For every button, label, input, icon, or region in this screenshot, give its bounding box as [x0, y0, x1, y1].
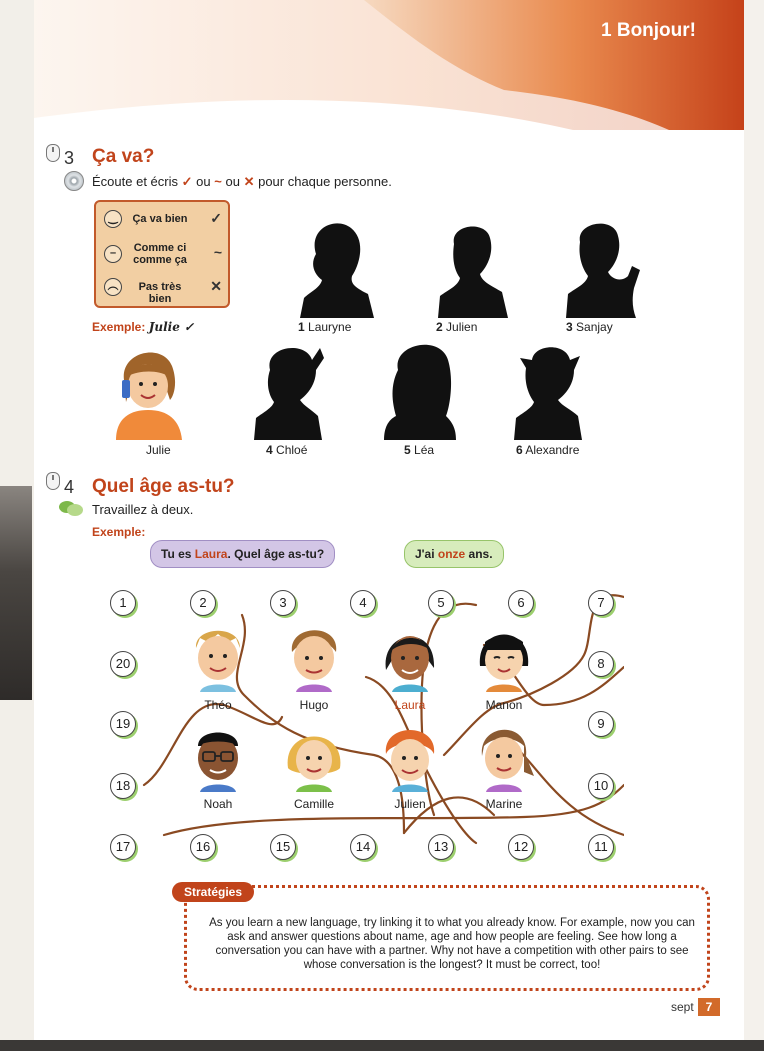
- cross-icon: ✕: [210, 278, 222, 294]
- caption-julien: [436, 320, 477, 334]
- strategies-tag: Stratégies: [172, 882, 254, 902]
- exercise-4-example-label: Exemple:: [92, 525, 146, 539]
- manon-face: [474, 620, 534, 692]
- check-icon: ✓: [210, 210, 222, 226]
- textbook-page: [34, 0, 744, 1040]
- silhouette-chloe: [246, 340, 330, 440]
- kid-name-manon: Manon: [485, 698, 523, 712]
- kid-name-theo: Théo: [204, 698, 232, 712]
- bubble-text: Tu es: [161, 547, 195, 561]
- number-circle: 9: [588, 711, 614, 737]
- exercise-4-title: Quel âge as-tu?: [92, 476, 235, 497]
- audio-cd-icon[interactable]: [64, 171, 84, 191]
- kid-name-hugo: Hugo: [299, 698, 329, 712]
- caption-number: 3: [566, 320, 573, 334]
- legend-row-ok: [104, 240, 226, 268]
- number-circle: 14: [350, 834, 376, 860]
- mood-legend: [94, 200, 230, 308]
- bubble-text: ans.: [465, 547, 493, 561]
- caption-name: Chloé: [276, 443, 308, 457]
- bubble-number: onze: [437, 547, 466, 561]
- bubble-name: Laura: [194, 547, 228, 561]
- number-circle: 8: [588, 651, 614, 677]
- laura-face: [380, 620, 440, 692]
- header-band: [34, 0, 744, 130]
- number-circle: 13: [428, 834, 454, 860]
- number-circle: 20: [110, 651, 136, 677]
- page-number: 7: [698, 998, 720, 1016]
- marine-face: [474, 716, 534, 792]
- number-circle: 1: [110, 590, 136, 616]
- caption-number: 6: [516, 443, 523, 457]
- number-circle: 2: [190, 590, 216, 616]
- kid-name-julien: Julien: [394, 797, 426, 811]
- theo-face: [188, 620, 248, 692]
- noah-face: [188, 720, 248, 792]
- silhouette-sanjay: [562, 214, 642, 318]
- mouse-icon: [46, 144, 60, 162]
- unit-title: 1 Bonjour!: [601, 20, 696, 41]
- number-circle: 19: [110, 711, 136, 737]
- answer-bubble: [404, 540, 504, 568]
- hugo-face: [284, 620, 344, 692]
- number-circle: 4: [350, 590, 376, 616]
- number-circle: 11: [588, 834, 614, 860]
- example-value: Julie ✓: [148, 320, 195, 334]
- kid-name-marine: Marine: [485, 797, 523, 811]
- example-label: [92, 320, 194, 334]
- legend-label: Pas très bien: [138, 281, 182, 305]
- neutral-face-icon: –: [104, 245, 122, 263]
- caption-number: 4: [266, 443, 273, 457]
- example-prefix: Exemple:: [92, 320, 146, 334]
- legend-label: Ça va bien: [132, 213, 188, 225]
- number-circle: 18: [110, 773, 136, 799]
- kid-name-camille: Camille: [293, 797, 334, 811]
- cross-icon: ✕: [243, 174, 255, 189]
- kid-name-laura: Laura: [394, 698, 426, 712]
- number-circle: 7: [588, 590, 614, 616]
- caption-name: Julien: [446, 320, 478, 334]
- adjacent-page-photo: [0, 486, 32, 700]
- exercise-3-title: Ça va?: [92, 146, 155, 167]
- kid-name-noah: Noah: [203, 797, 233, 811]
- caption-name: Léa: [414, 443, 435, 457]
- silhouette-lea: [378, 336, 462, 440]
- sad-face-icon: ︵: [104, 278, 122, 296]
- wavy-icon: ~: [213, 244, 222, 260]
- silhouette-lauryne: [296, 214, 376, 318]
- caption-sanjay: [566, 320, 613, 334]
- caption-name: Alexandre: [525, 443, 580, 457]
- happy-face-icon: ‿: [104, 210, 122, 228]
- number-circle: 12: [508, 834, 534, 860]
- bubble-text: J'ai: [415, 547, 438, 561]
- caption-number: 2: [436, 320, 443, 334]
- exercise-3-instruction: [92, 174, 392, 190]
- number-circle: 6: [508, 590, 534, 616]
- julie-illustration: [106, 340, 190, 440]
- page-word: sept: [671, 1000, 694, 1014]
- number-circle: 3: [270, 590, 296, 616]
- julien-face: [380, 720, 440, 792]
- caption-number: 1: [298, 320, 305, 334]
- exercise-4-instruction: Travaillez à deux.: [92, 502, 194, 517]
- legend-row-bad: [104, 278, 226, 305]
- silhouette-julien: [430, 214, 510, 318]
- exercise-4-number: 4: [64, 477, 75, 497]
- mouse-icon: [46, 472, 60, 490]
- legend-label: Comme ci comme ça: [133, 242, 187, 266]
- bubble-text: . Quel âge as-tu?: [227, 547, 325, 561]
- camille-face: [284, 720, 344, 792]
- exercise-3-number: 3: [64, 148, 75, 168]
- instruction-text: ou: [225, 174, 240, 189]
- scan-bottom-edge: [0, 1040, 764, 1051]
- caption-name: Lauryne: [308, 320, 352, 334]
- wavy-icon: ~: [214, 174, 222, 189]
- check-icon: ✓: [181, 174, 193, 189]
- caption-alexandre: [516, 443, 579, 457]
- number-circle: 15: [270, 834, 296, 860]
- question-bubble: [150, 540, 335, 568]
- caption-chloe: [266, 443, 307, 457]
- caption-name: Sanjay: [576, 320, 613, 334]
- instruction-text: pour chaque personne.: [258, 174, 392, 189]
- caption-lauryne: [298, 320, 351, 334]
- strategies-text: As you learn a new language, try linking it to what you already know. For example, now you can ask and answer questions about name, age and how people are feeling. See how long a conversation you can have with a partner. Why not have a competition with other pairs to see whose conversation is the longest? It must be correct, too!: [209, 917, 695, 971]
- caption-number: 5: [404, 443, 411, 457]
- number-circle: 16: [190, 834, 216, 860]
- number-circle: 17: [110, 834, 136, 860]
- tangled-lines: [104, 585, 624, 855]
- instruction-text: ou: [196, 174, 211, 189]
- legend-row-good: [104, 210, 226, 230]
- pair-work-icon: [58, 500, 84, 518]
- number-circle: 10: [588, 773, 614, 799]
- caption-julie: Julie: [146, 443, 171, 457]
- right-page-edge: [744, 0, 764, 1051]
- number-circle: 5: [428, 590, 454, 616]
- caption-lea: [404, 443, 434, 457]
- silhouette-alexandre: [508, 340, 592, 440]
- instruction-text: Écoute et écris: [92, 174, 178, 189]
